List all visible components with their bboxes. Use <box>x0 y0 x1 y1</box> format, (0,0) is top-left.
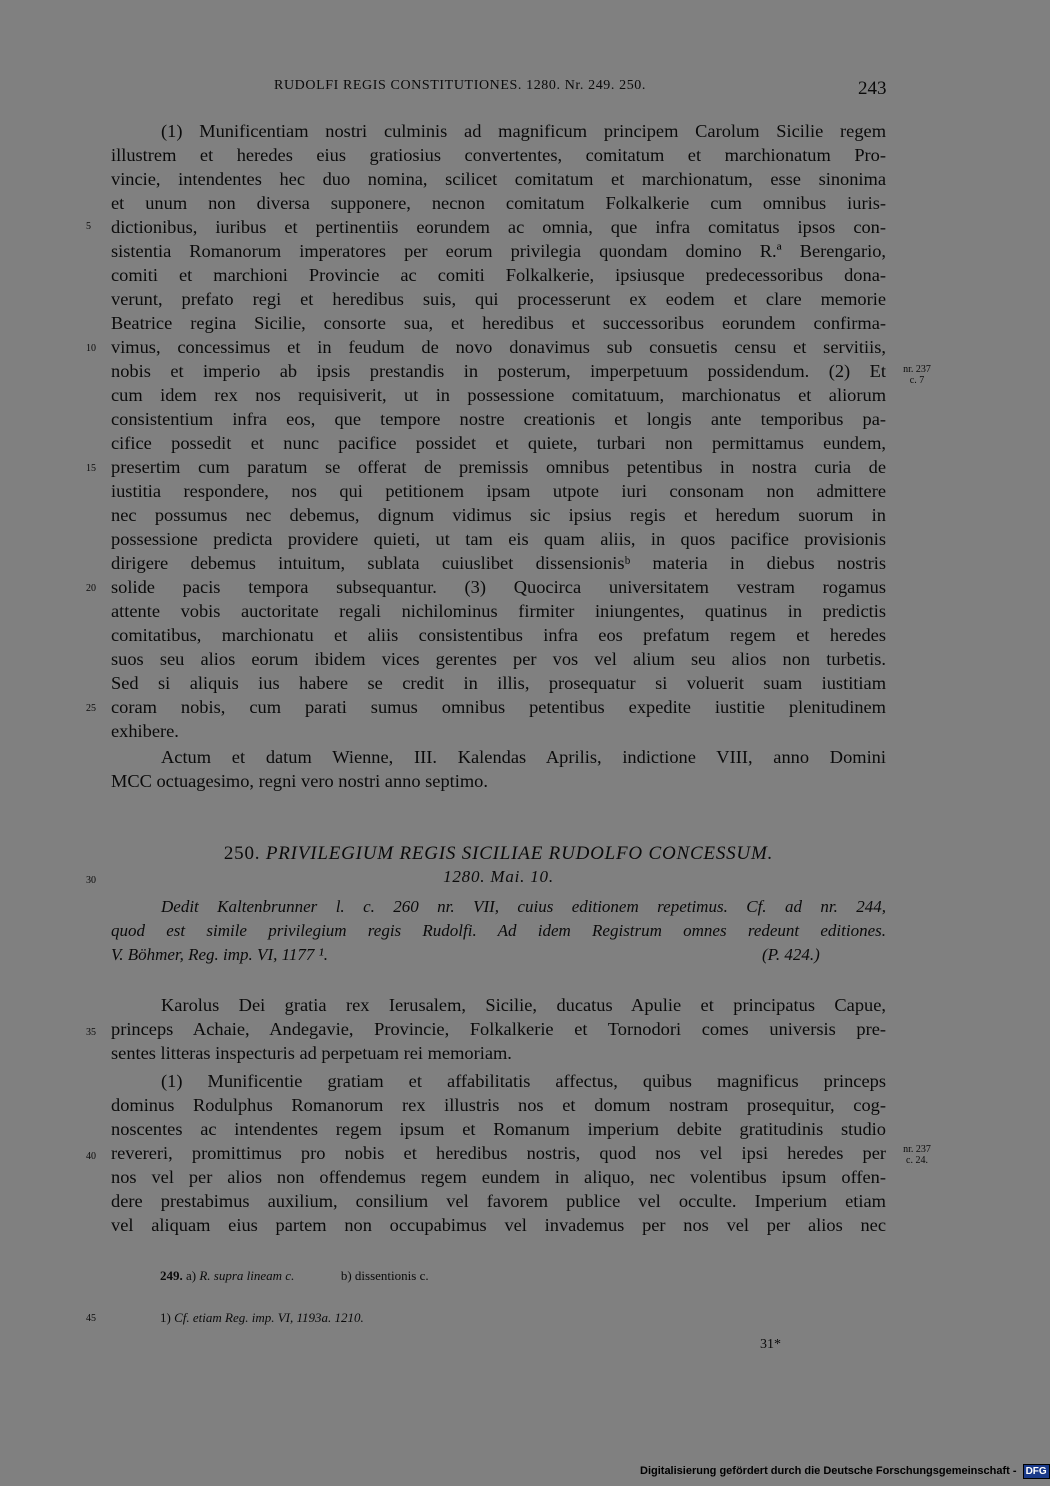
note-line: quod est simile privilegium regis Rudolfi. Ad idem Registrum omnes redeunt editiones. <box>111 921 886 940</box>
page-reference: (P. 424.) <box>762 945 820 964</box>
line-number: 10 <box>86 343 96 354</box>
textual-footnote <box>160 1268 429 1284</box>
signature-mark: 31* <box>760 1337 781 1352</box>
text-line: exhibere. <box>111 721 179 741</box>
doc250-date: 1280. Mai. 10. <box>443 867 554 886</box>
text-line: nec possumus nec debemus, dignum vidimus sic ipsius regis et heredum suorum in <box>111 505 886 525</box>
text-line: Karolus Dei gratia rex Ierusalem, Sicilie, ducatus Apulie et principatus Capue, <box>161 995 886 1015</box>
page-number: 243 <box>858 78 887 99</box>
footnote-marker: 1) <box>160 1310 171 1325</box>
line-number: 35 <box>86 1027 96 1038</box>
text-line: cifice possedit et nunc pacifice possidet et quiete, turbari non permittamus eundem, <box>111 433 886 453</box>
footnote-marker: b) <box>340 1268 352 1283</box>
text-line: presertim cum paratum se offerat de premissis omnibus petentibus in nostra curia de <box>111 457 886 477</box>
text-line: sistentia Romanorum imperatores per eorum privilegia quondam domino R.ª Berengario, <box>111 241 886 261</box>
text-line: vimus, concessimus et in feudum de novo donavimus sub consuetis censu et servitiis, <box>111 337 886 357</box>
margin-ref-line: nr. 237 <box>903 364 931 375</box>
text-line: dere prestabimus auxilium, consilium vel favorem publice vel occulte. Imperium etiam <box>111 1191 886 1211</box>
text-line: Sed si aliquis ius habere se credit in illis, prosequatur si voluerit suam iustitiam <box>111 673 886 693</box>
text-line: et unum non diversa supponere, necnon comitatum Folkalkerie cum omnibus iuris- <box>111 193 886 213</box>
text-line: comiti et marchioni Provincie ac comiti Folkalkerie, ipsiusque predecessoribus dona- <box>111 265 886 285</box>
text-line: illustrem et heredes eius gratiosius convertentes, comitatum et marchionatum Pro- <box>111 145 886 165</box>
text-line: (1) Munificentiam nostri culminis ad magnificum principem Carolum Sicilie regem <box>161 121 886 141</box>
line-number: 45 <box>86 1313 96 1324</box>
text-line: dirigere debemus intuitum, sublata cuiuslibet dissensionisᵇ materia in diebus nostris <box>111 553 886 573</box>
text-line: iustitia respondere, nos qui petitionem ipsam utpote iuri consonam non admittere <box>111 481 886 501</box>
footnote-text: Cf. etiam Reg. imp. VI, 1193a. 1210. <box>174 1310 364 1325</box>
doc250-number: 250. <box>223 843 261 864</box>
text-line: possessione predicta providere quieti, ut tam eis quam aliis, in quos pacifice provisionis <box>111 529 886 549</box>
text-line: cum idem rex nos requisiverit, ut in possessione comitatuum, marchionatus et aliorum <box>111 385 886 405</box>
footnote-doc-number: 249. <box>160 1268 183 1283</box>
text-line: dictionibus, iuribus et pertinentiis eorundem ac omnia, que infra comitatus ipsos con- <box>111 217 886 237</box>
text-line: revereri, promittimus pro nobis et heredibus nostris, quod nos vel ipsi heredes per <box>111 1143 886 1163</box>
text-line: nobis et imperio ab ipsis prestandis in posterum, imperpetuum possidendum. (2) Et <box>111 361 886 381</box>
margin-reference <box>892 364 942 386</box>
text-line: suos seu alios eorum ibidem vices gerentes per vos vel alium seu alios non turbetis. <box>111 649 886 669</box>
actum-line: MCC octuagesimo, regni vero nostri anno septimo. <box>111 771 488 791</box>
running-title: RUDOLFI REGIS CONSTITUTIONES. 1280. Nr. 249. 250. <box>274 78 647 93</box>
text-line: comitatibus, marchionatu et aliis consistentibus infra eos prefatum regem et heredes <box>111 625 886 645</box>
text-line: (1) Munificentie gratiam et affabilitatis affectus, quibus magnificus princeps <box>161 1071 886 1091</box>
text-line: nos vel per alios non offendemus regem eundem in aliquo, nec volentibus ipsum offen- <box>111 1167 886 1187</box>
line-number: 15 <box>86 463 96 474</box>
margin-ref-line: c. 7 <box>909 375 925 386</box>
footnote-text: dissentionis c. <box>354 1268 429 1283</box>
text-line: coram nobis, cum parati sumus omnibus petentibus expedite iustitie plenitudinem <box>111 697 886 717</box>
footnote-text: R. supra lineam c. <box>199 1268 295 1283</box>
margin-ref-line: nr. 237 <box>903 1144 931 1155</box>
margin-ref-line: c. 24. <box>906 1155 928 1166</box>
doc250-title: PRIVILEGIUM REGIS SICILIAE RUDOLFO CONCESSUM. <box>265 843 774 864</box>
line-number: 5 <box>86 221 91 232</box>
text-line: consistentium infra eos, que tempore nostre creationis et longis ante temporibus pa- <box>111 409 886 429</box>
line-number: 40 <box>86 1151 96 1162</box>
text-line: princeps Achaie, Andegavie, Provincie, Folkalkerie et Tornodori comes universis pre- <box>111 1019 886 1039</box>
dfg-logo: DFG <box>1023 1464 1050 1479</box>
source-footnote <box>160 1310 364 1326</box>
text-line: verunt, prefato regi et heredibus suis, qui processerunt ex eodem et clare memorie <box>111 289 886 309</box>
line-number: 25 <box>86 703 96 714</box>
text-line: vincie, intendentes hec duo nomina, scilicet comitatum et marchionatum, esse sinonima <box>111 169 886 189</box>
actum-line: Actum et datum Wienne, III. Kalendas Aprilis, indictione VIII, anno Domini <box>161 747 886 767</box>
text-line: noscentes ac intendentes regem ipsum et Romanum imperium debite gratitudinis studio <box>111 1119 886 1139</box>
line-number: 30 <box>86 875 96 886</box>
text-line: sentes litteras inspecturis ad perpetuam rei memoriam. <box>111 1043 512 1063</box>
text-line: dominus Rodulphus Romanorum rex illustris nos et domum nostram prosequitur, cog- <box>111 1095 886 1115</box>
margin-reference <box>892 1144 942 1166</box>
footnote-marker: a) <box>186 1268 197 1283</box>
note-line: Dedit Kaltenbrunner l. c. 260 nr. VII, cuius editionem repetimus. Cf. ad nr. 244, <box>161 897 886 916</box>
line-number: 20 <box>86 583 96 594</box>
text-line: attente vobis auctoritate regali nichilominus firmiter iniungentes, quatinus in predictis <box>111 601 886 621</box>
credit-text: Digitalisierung gefördert durch die Deutsche Forschungsgemeinschaft - <box>640 1465 1017 1477</box>
text-line: vel aliquam eius partem non occupabimus vel invademus per nos vel per alios nec <box>111 1215 886 1235</box>
doc250-heading <box>111 843 886 865</box>
text-line: Beatrice regina Sicilie, consorte sua, et heredibus et successoribus eorundem confirma- <box>111 313 886 333</box>
text-line: solide pacis tempora subsequantur. (3) Quocirca universitatem vestram rogamus <box>111 577 886 597</box>
note-line: V. Böhmer, Reg. imp. VI, 1177 ¹. <box>111 945 328 964</box>
funding-credit <box>640 1464 1050 1482</box>
